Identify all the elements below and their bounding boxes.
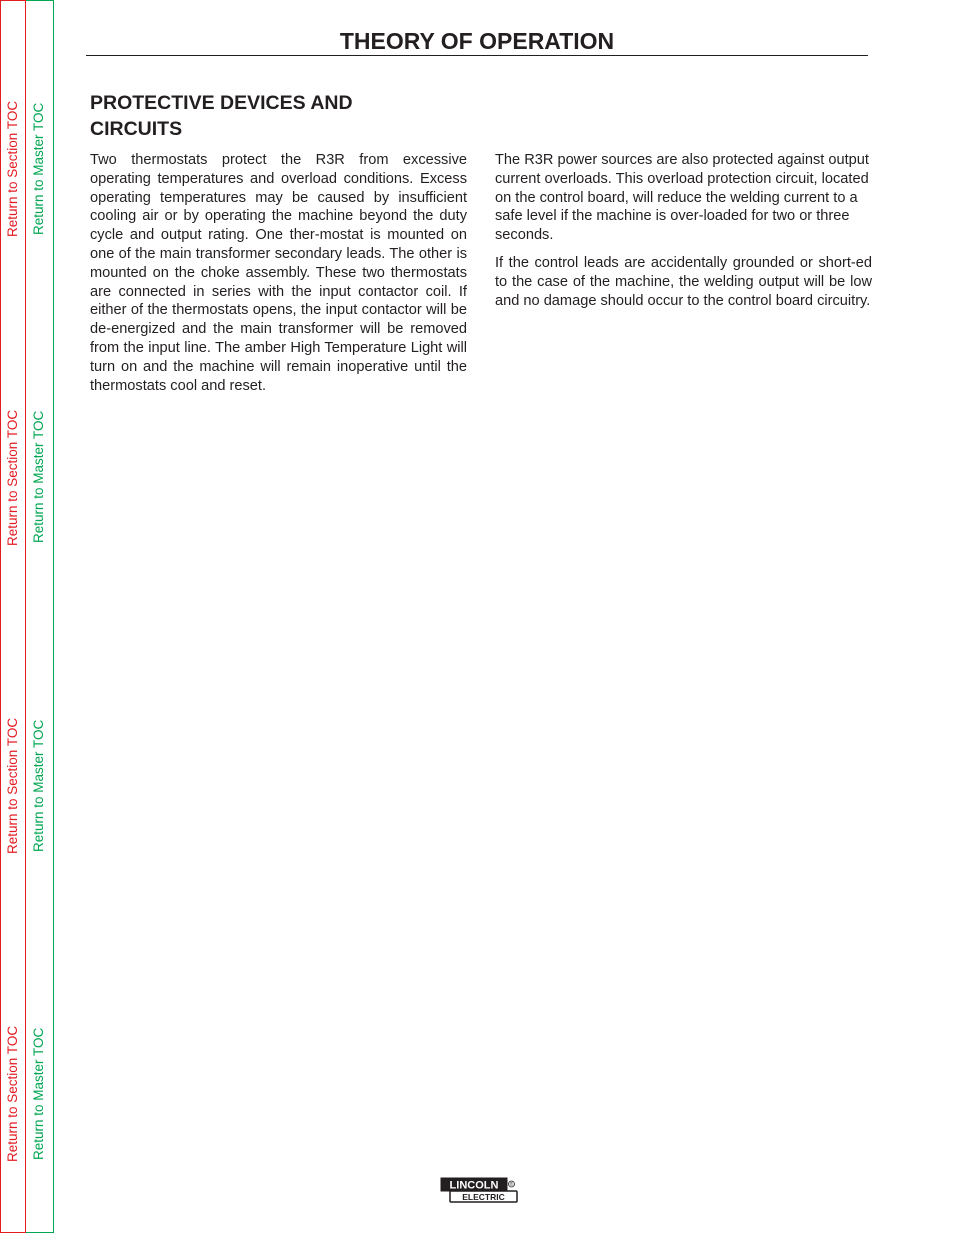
section-heading-line-1: PROTECTIVE DEVICES AND <box>90 92 353 114</box>
return-to-master-toc-link[interactable]: Return to Master TOC <box>31 1027 46 1160</box>
return-to-master-toc-link[interactable]: Return to Master TOC <box>31 102 46 235</box>
return-to-master-toc-link[interactable]: Return to Master TOC <box>31 410 46 543</box>
overload-paragraph: The R3R power sources are also protected against output current overloads. This overload protection circuit, located on the control board, will reduce the welding current to a safe level if the machine is over-loaded for two or three seconds. <box>495 152 869 244</box>
svg-text:®: ® <box>509 1182 514 1189</box>
return-to-section-toc-link[interactable]: Return to Section TOC <box>5 409 20 546</box>
page-title: THEORY OF OPERATION <box>339 28 615 54</box>
section-heading <box>90 90 430 142</box>
grounded-leads-paragraph: If the control leads are accidentally grounded or short-ed to the case of the machine, the welding output will be low and no damage should occur to the control board circuitry. <box>495 254 872 309</box>
svg-text:ELECTRIC: ELECTRIC <box>462 1192 505 1202</box>
lincoln-electric-logo-icon <box>440 1176 518 1204</box>
title-divider <box>86 55 868 56</box>
return-to-section-toc-link[interactable]: Return to Section TOC <box>5 100 20 237</box>
thermostat-paragraph: Two thermostats protect the R3R from excessive operating temperatures and overload conditions. Excess operating temperatures may be caused by insufficient cooling air or by operating the machine beyond the duty cycle and output rating. One ther-mostat is mounted on one of the main transformer secondary leads. The other is mounted on the choke assembly. These two thermostats are connected in series with the input contactor coil. If either of the thermostats opens, the input contactor will be de-energized and the main transformer will be removed from the input line. The amber High Temperature Light will turn on and the machine will remain inoperative until the thermostats cool and reset. <box>90 152 467 394</box>
return-to-section-toc-link[interactable]: Return to Section TOC <box>5 1025 20 1162</box>
lincoln-electric-logo <box>440 1176 518 1204</box>
return-to-master-toc-link[interactable]: Return to Master TOC <box>31 719 46 852</box>
section-heading-line-2: CIRCUITS <box>90 118 183 140</box>
left-column <box>90 151 467 404</box>
return-to-section-toc-link[interactable]: Return to Section TOC <box>5 717 20 854</box>
svg-text:LINCOLN: LINCOLN <box>449 1179 499 1192</box>
right-column <box>495 151 872 319</box>
